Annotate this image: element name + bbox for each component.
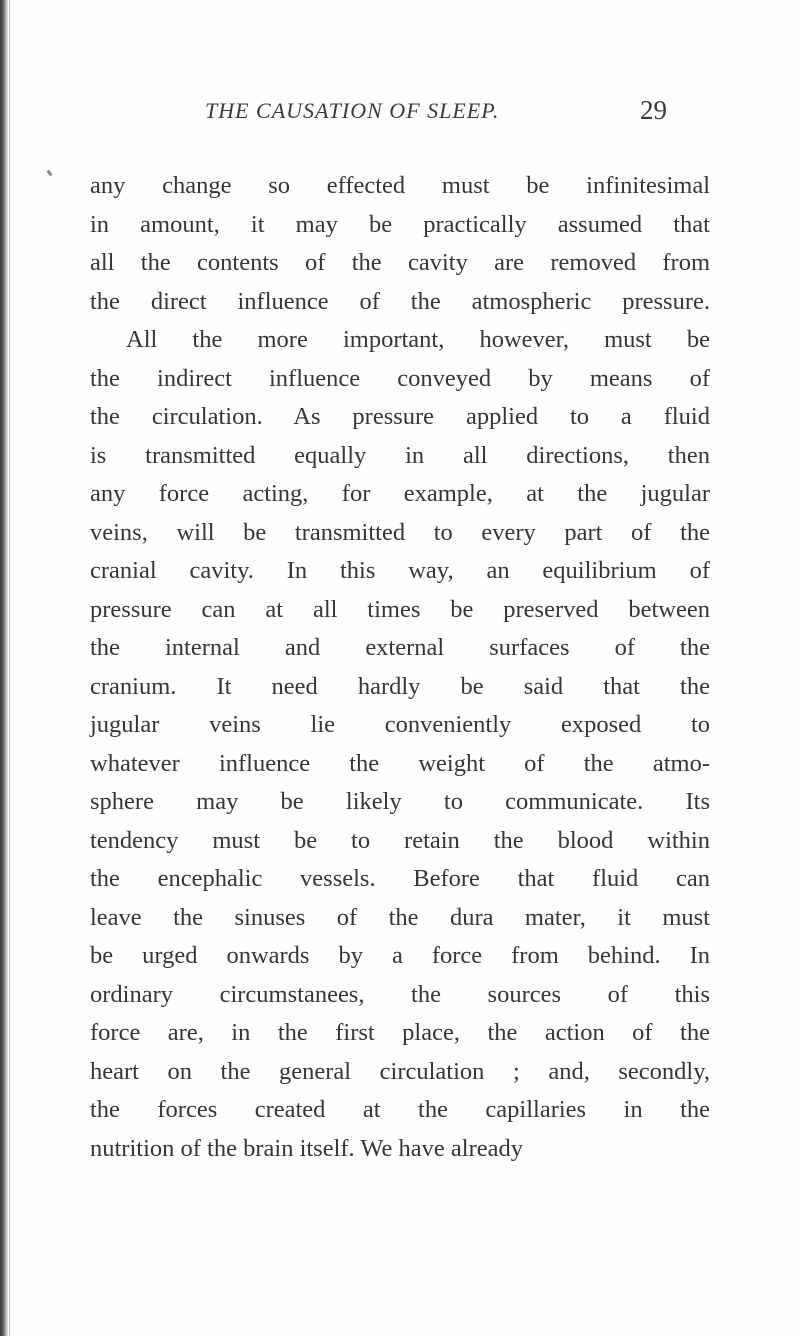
text-line: nutrition of the brain itself. We have already	[90, 1134, 523, 1162]
text-line: All the more important, however, must be	[126, 326, 710, 353]
binding-edge	[9, 0, 10, 1336]
running-head	[0, 95, 800, 138]
text-line: cranium. It need hardly be said that the	[90, 672, 710, 700]
running-title: THE CAUSATION OF SLEEP.	[205, 98, 500, 123]
text-line: cranial cavity. In this way, an equilibrium of	[90, 557, 710, 584]
text-line: the internal and external surfaces of the	[90, 634, 710, 661]
text-line: jugular veins lie conveniently exposed to	[90, 711, 710, 738]
text-line: leave the sinuses of the dura mater, it must	[90, 903, 710, 931]
text-line: whatever influence the weight of the atmo-	[90, 749, 710, 777]
text-line: is transmitted equally in all directions, then	[90, 441, 710, 469]
text-line: all the contents of the cavity are removed from	[90, 249, 710, 276]
text-line: the indirect influence conveyed by means of	[90, 364, 710, 392]
text-line: the encephalic vessels. Before that fluid can	[90, 865, 710, 892]
text-line: tendency must be to retain the blood within	[90, 826, 710, 854]
text-line: any change so effected must be infinitesimal	[90, 172, 710, 199]
text-line: the direct influence of the atmospheric pressure.	[90, 287, 710, 315]
text-line: pressure can at all times be preserved between	[90, 595, 710, 623]
text-line: any force acting, for example, at the jugular	[90, 480, 710, 507]
page-number: 29	[640, 95, 667, 125]
margin-mark	[47, 170, 53, 177]
text-line: ordinary circumstanees, the sources of this	[90, 980, 710, 1008]
body-text	[90, 167, 710, 1168]
text-line: the forces created at the capillaries in the	[90, 1096, 710, 1123]
text-line: the circulation. As pressure applied to a fluid	[90, 403, 710, 430]
text-line: in amount, it may be practically assumed that	[90, 210, 710, 238]
text-line: sphere may be likely to communicate. Its	[90, 788, 710, 815]
binding-gutter	[0, 0, 8, 1336]
text-line: force are, in the first place, the action of the	[90, 1019, 710, 1046]
text-line: veins, will be transmitted to every part of the	[90, 518, 710, 546]
text-line: be urged onwards by a force from behind. In	[90, 942, 710, 969]
text-line: heart on the general circulation ; and, secondly,	[90, 1057, 710, 1085]
